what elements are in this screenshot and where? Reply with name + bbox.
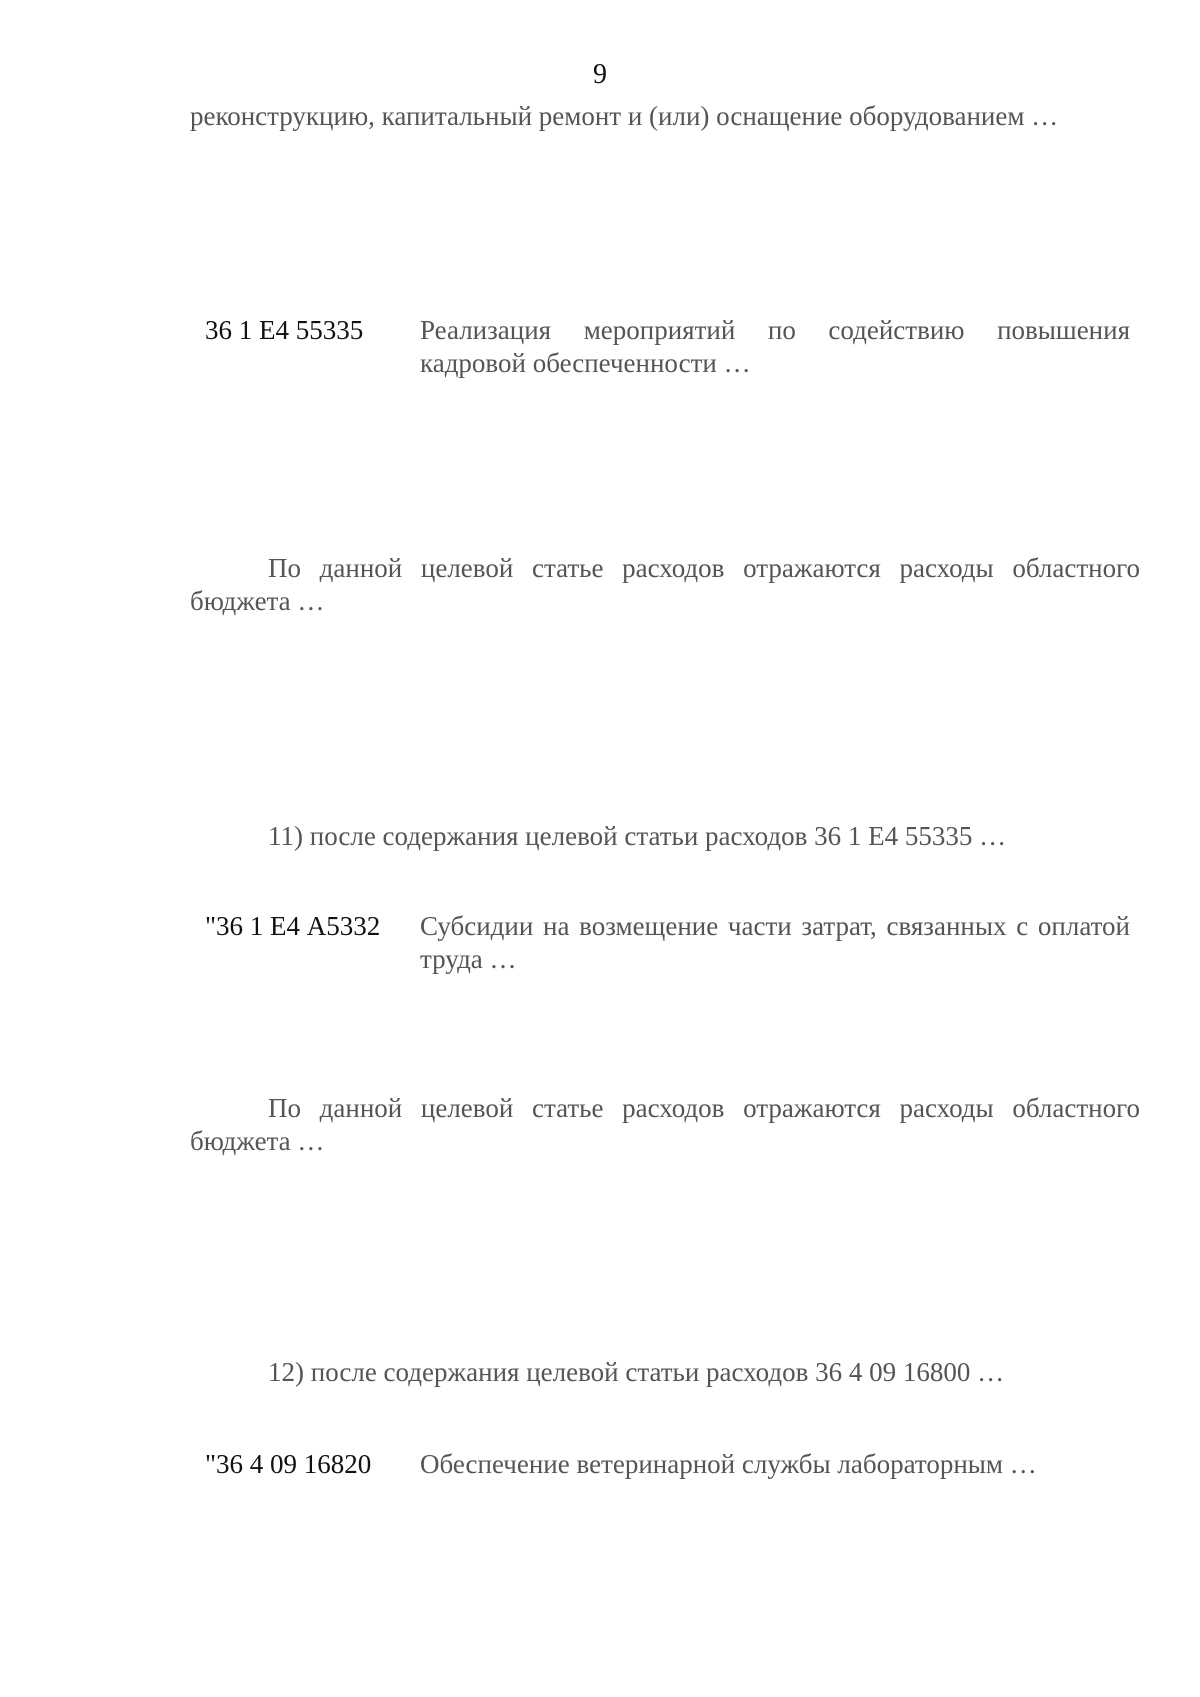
paragraph-item-12: 12) после содержания целевой статьи расходов 36 4 09 16800 …: [268, 1357, 1005, 1387]
budget-code-1: 36 1 Е4 55335: [205, 315, 364, 345]
budget-code-3-description: Обеспечение ветеринарной службы лабораторным …: [420, 1449, 1037, 1479]
budget-code-3: "36 4 09 16820: [205, 1449, 372, 1479]
page-number: 9: [593, 59, 607, 90]
budget-code-2-description: Субсидии на возмещение части затрат, связанных с оплатой труда …: [420, 911, 1130, 974]
paragraph-item-11: 11) после содержания целевой статьи расходов 36 1 Е4 55335 …: [268, 821, 1007, 851]
budget-code-2: "36 1 Е4 А5332: [205, 911, 381, 941]
paragraph-explanation-2: По данной целевой статье расходов отражаются расходы областного бюджета …: [190, 1093, 1140, 1156]
paragraph-explanation-1: По данной целевой статье расходов отражаются расходы областного бюджета …: [190, 553, 1140, 616]
budget-code-1-description: Реализация мероприятий по содействию повышения кадровой обеспеченности …: [420, 315, 1130, 378]
paragraph-top-continuation: реконструкцию, капитальный ремонт и (или) оснащение оборудованием …: [190, 101, 1059, 131]
